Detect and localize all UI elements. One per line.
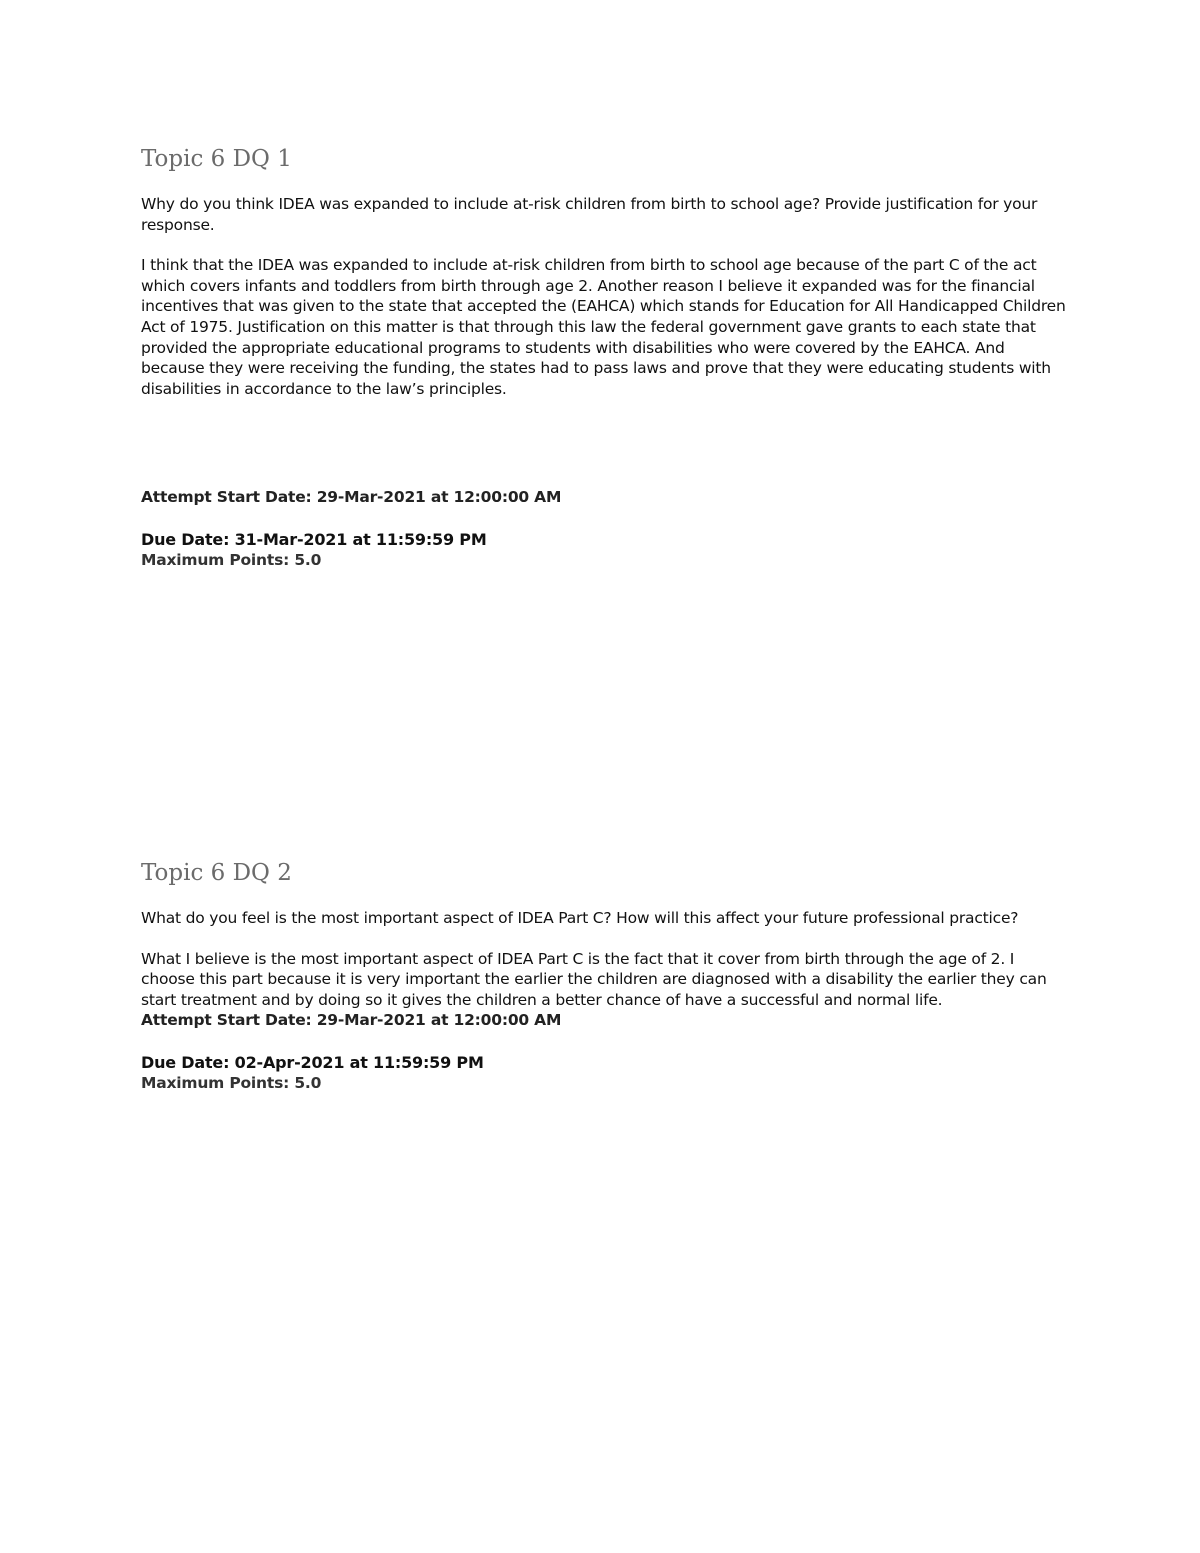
due-date-label: Due Date:: [141, 530, 230, 550]
maximum-points-value: 5.0: [294, 551, 322, 570]
question-prompt: What do you feel is the most important aspect of IDEA Part C? How will this affect your future professional practice?: [141, 909, 1019, 927]
question-response: What I believe is the most important aspect of IDEA Part C is the fact that it cover from birth through the age of 2. I choose this part because it is very important the earlier the children are diagnosed with a disability the earlier they can start treatment and by doing so it gives the children a better chance of have a successful and normal life.: [141, 949, 1047, 1009]
attempt-start-value: 29-Mar-2021 at 12:00:00 AM: [316, 488, 562, 507]
attempt-start-date: [141, 1010, 1071, 1031]
maximum-points-label: Maximum Points:: [141, 551, 290, 570]
due-date: [141, 529, 1071, 550]
maximum-points: [141, 550, 1071, 571]
attempt-start-label: Attempt Start Date:: [141, 1011, 312, 1030]
maximum-points-value: 5.0: [294, 1074, 322, 1093]
attempt-start-label: Attempt Start Date:: [141, 488, 312, 507]
due-date: [141, 1052, 1071, 1073]
discussion-question-2: [141, 858, 1071, 1094]
topic-title: Topic 6 DQ 2: [141, 860, 292, 886]
attempt-start-date: [141, 487, 1071, 508]
due-date-value: 31-Mar-2021 at 11:59:59 PM: [234, 530, 487, 550]
due-date-label: Due Date:: [141, 1053, 230, 1073]
question-response: I think that the IDEA was expanded to include at-risk children from birth to school age because of the part C of the act which covers infants and toddlers from birth through age 2. Another reason I believe it expanded was for the financial incentives that was given to the state that accepted the (EAHCA) which stands for Education for All Handicapped Children Act of 1975. Justification on this matter is that through this law the federal government gave grants to each state that provided the appropriate educational programs to students with disabilities who were covered by the EAHCA. And because they were receiving the funding, the states had to pass laws and prove that they were educating students with disabilities in accordance to the law’s principles.: [141, 256, 1066, 398]
maximum-points-label: Maximum Points:: [141, 1074, 290, 1093]
question-prompt: Why do you think IDEA was expanded to include at-risk children from birth to school age? Provide justification for your response.: [141, 195, 1038, 234]
assignment-meta: [141, 487, 1071, 571]
attempt-start-value: 29-Mar-2021 at 12:00:00 AM: [316, 1011, 562, 1030]
due-date-value: 02-Apr-2021 at 11:59:59 PM: [234, 1053, 484, 1073]
topic-title: Topic 6 DQ 1: [141, 146, 292, 172]
discussion-question-1: [141, 144, 1071, 571]
maximum-points: [141, 1073, 1071, 1094]
assignment-meta: [141, 1010, 1071, 1094]
